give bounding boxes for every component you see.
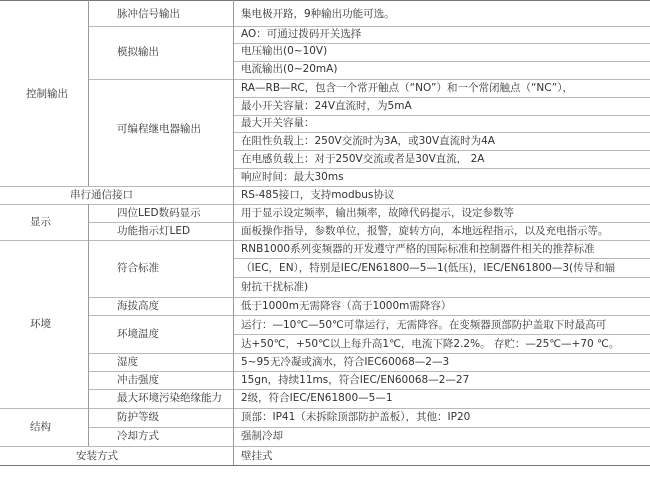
item-label: 四位LED数码显示 (117, 207, 201, 219)
item-label: 功能指示灯LED (117, 225, 191, 237)
spec-value: （IEC，EN），特别是IEC/EN61800—5—1(低压)，IEC/EN61800—3(传导和辐 (241, 262, 616, 274)
category-label: 显示 (30, 216, 51, 228)
row-divider (88, 371, 650, 372)
item-label: 最大环境污染绝缘能力 (117, 392, 222, 404)
row-divider (88, 222, 650, 223)
row-divider (88, 79, 650, 80)
column-divider (88, 204, 89, 446)
row-divider (233, 334, 650, 335)
category-label: 安装方式 (76, 450, 118, 462)
row-divider (0, 186, 650, 187)
row-divider (88, 389, 650, 390)
spec-value: 5~95无冷凝或滴水，符合IEC60068—2—3 (241, 356, 450, 368)
item-label: 防护等级 (117, 411, 159, 423)
table-bottom-rule (0, 465, 650, 466)
spec-value: 最小开关容量：24V直流时，为5mA (241, 100, 412, 112)
spec-value: 在阻性负载上：250V交流时为3A，或30V直流时为4A (241, 135, 495, 147)
spec-value: RA—RB—RC，包含一个常开触点（“NO”）和一个常闭触点（“NC”）， (241, 82, 573, 94)
spec-value: AO：可通过拨码开关选择 (241, 28, 362, 40)
row-divider (233, 277, 650, 278)
item-label: 符合标准 (117, 262, 159, 274)
spec-value: 运行：—10℃—50℃可靠运行，无需降容。在变频器顶部防护盖取下时最高可 (241, 319, 607, 331)
row-divider (233, 258, 650, 259)
spec-value: 2级，符合IEC/EN61800—5—1 (241, 392, 393, 404)
column-divider (233, 0, 234, 465)
row-divider (88, 26, 650, 27)
row-divider (88, 427, 650, 428)
spec-value: 用于显示设定频率，输出频率，故障代码提示，设定参数等 (241, 207, 514, 219)
item-label: 模拟输出 (117, 46, 159, 58)
row-divider (88, 297, 650, 298)
spec-value: 达+50℃，+50℃以上每升高1℃，电流下降2.2%。 存贮：—25℃—+70 ℃。 (241, 338, 620, 350)
row-divider (233, 97, 650, 98)
row-divider (88, 315, 650, 316)
row-divider (0, 408, 650, 409)
spec-value: 响应时间：最大30ms (241, 171, 344, 183)
row-divider (0, 204, 650, 205)
item-label: 环境温度 (117, 328, 159, 340)
row-divider (233, 168, 650, 169)
category-label: 结构 (30, 421, 51, 433)
row-divider (233, 132, 650, 133)
column-divider (88, 0, 89, 186)
spec-value: 面板操作指导，参数单位，报警，旋转方向，本地远程指示，以及充电指示等。 (241, 225, 609, 237)
spec-value: RNB1000系列变频器的开发遵守严格的国际标准和控制器件相关的推荐标准 (241, 243, 595, 255)
row-divider (233, 115, 650, 116)
category-label: 环境 (30, 318, 51, 330)
spec-value: 强制冷却 (241, 430, 283, 442)
item-label: 可编程继电器输出 (117, 123, 201, 135)
row-divider (0, 240, 650, 241)
category-label: 串行通信接口 (70, 189, 133, 201)
spec-value: 低于1000m无需降容（高于1000m需降容） (241, 300, 452, 312)
row-divider (233, 150, 650, 151)
spec-value: 电压输出(0~10V) (241, 45, 328, 57)
item-label: 冲击强度 (117, 374, 159, 386)
category-label: 控制输出 (26, 88, 68, 100)
spec-value: 集电极开路，9种输出功能可选。 (241, 8, 395, 20)
row-divider (233, 61, 650, 62)
spec-value: 射抗干扰标准) (241, 281, 309, 293)
spec-value: 壁挂式 (241, 450, 273, 462)
spec-value: 顶部：IP41（未拆除顶部防护盖板），其他：IP20 (241, 411, 471, 423)
spec-value: 15gn，持续11ms，符合IEC/EN60068—2—27 (241, 374, 470, 386)
item-label: 湿度 (117, 356, 138, 368)
item-label: 脉冲信号输出 (117, 8, 180, 20)
item-label: 冷却方式 (117, 430, 159, 442)
spec-value: 在电感负载上：对于250V交流或者是30V直流， 2A (241, 153, 485, 165)
item-label: 海拔高度 (117, 300, 159, 312)
spec-value: 电流输出(0~20mA) (241, 63, 338, 75)
spec-value: 最大开关容量： (241, 117, 315, 129)
table-top-rule (0, 0, 650, 1)
spec-value: RS-485接口，支持modbus协议 (241, 189, 395, 201)
row-divider (88, 353, 650, 354)
row-divider (233, 43, 650, 44)
row-divider (0, 446, 650, 447)
